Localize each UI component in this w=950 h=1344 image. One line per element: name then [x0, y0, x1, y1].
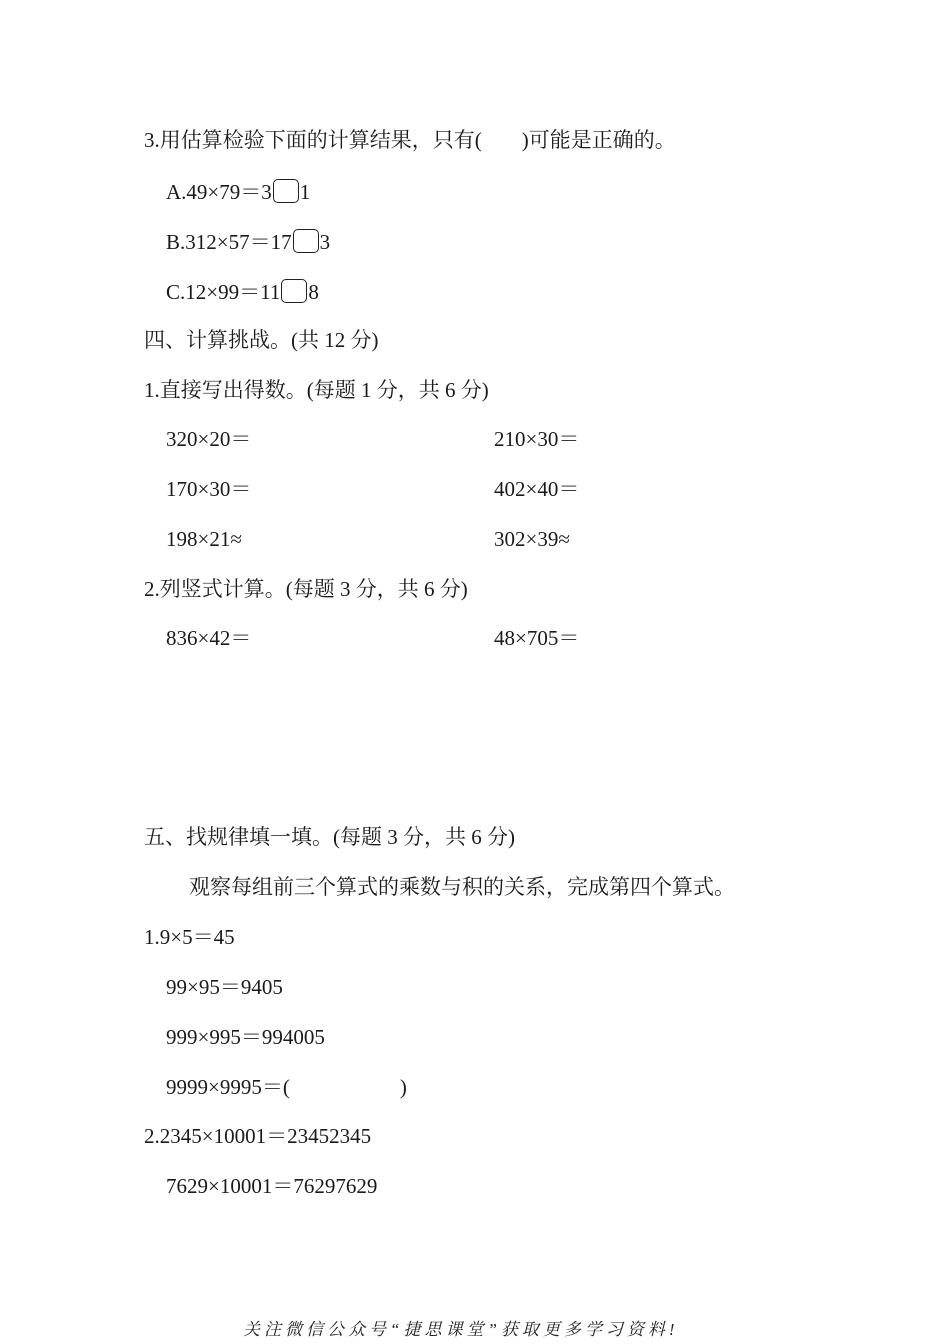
section-4-title: 四、计算挑战。(共 12 分) — [144, 328, 379, 352]
section-4-part-1-title: 1.直接写出得数。(每题 1 分，共 6 分) — [144, 378, 489, 402]
option-c: C.12×99＝11 8 — [166, 280, 319, 304]
section-5-instruction: 观察每组前三个算式的乘数与积的关系，完成第四个算式。 — [189, 875, 735, 899]
digit-box[interactable] — [293, 229, 319, 253]
option-b: B.312×57＝17 3 — [166, 230, 331, 254]
pattern-line: 7629×10001＝76297629 — [166, 1174, 378, 1198]
calc-item: 198×21≈ — [166, 527, 242, 551]
pattern-line: 1.9×5＝45 — [144, 925, 235, 949]
vertical-calc-item: 48×705＝ — [494, 626, 580, 650]
digit-box[interactable] — [273, 179, 299, 203]
pattern-line-answer: 9999×9995＝( ) — [166, 1075, 407, 1099]
section-4-part-2-title: 2.列竖式计算。(每题 3 分，共 6 分) — [144, 577, 468, 601]
option-a: A.49×79＝3 1 — [166, 180, 311, 204]
calc-item: 170×30＝ — [166, 477, 252, 501]
footer-promo: 关注微信公众号“捷思课堂”获取更多学习资料! — [243, 1320, 679, 1339]
calc-item: 402×40＝ — [494, 477, 580, 501]
calc-item: 210×30＝ — [494, 427, 580, 451]
question-3-stem: 3.用估算检验下面的计算结果，只有( )可能是正确的。 — [144, 128, 676, 152]
vertical-calc-item: 836×42＝ — [166, 626, 252, 650]
pattern-line: 999×995＝994005 — [166, 1025, 325, 1049]
calc-item: 302×39≈ — [494, 527, 570, 551]
section-5-title: 五、找规律填一填。(每题 3 分，共 6 分) — [144, 825, 515, 849]
calc-item: 320×20＝ — [166, 427, 252, 451]
digit-box[interactable] — [281, 279, 307, 303]
pattern-line: 2.2345×10001＝23452345 — [144, 1124, 372, 1148]
pattern-line: 99×95＝9405 — [166, 975, 283, 999]
